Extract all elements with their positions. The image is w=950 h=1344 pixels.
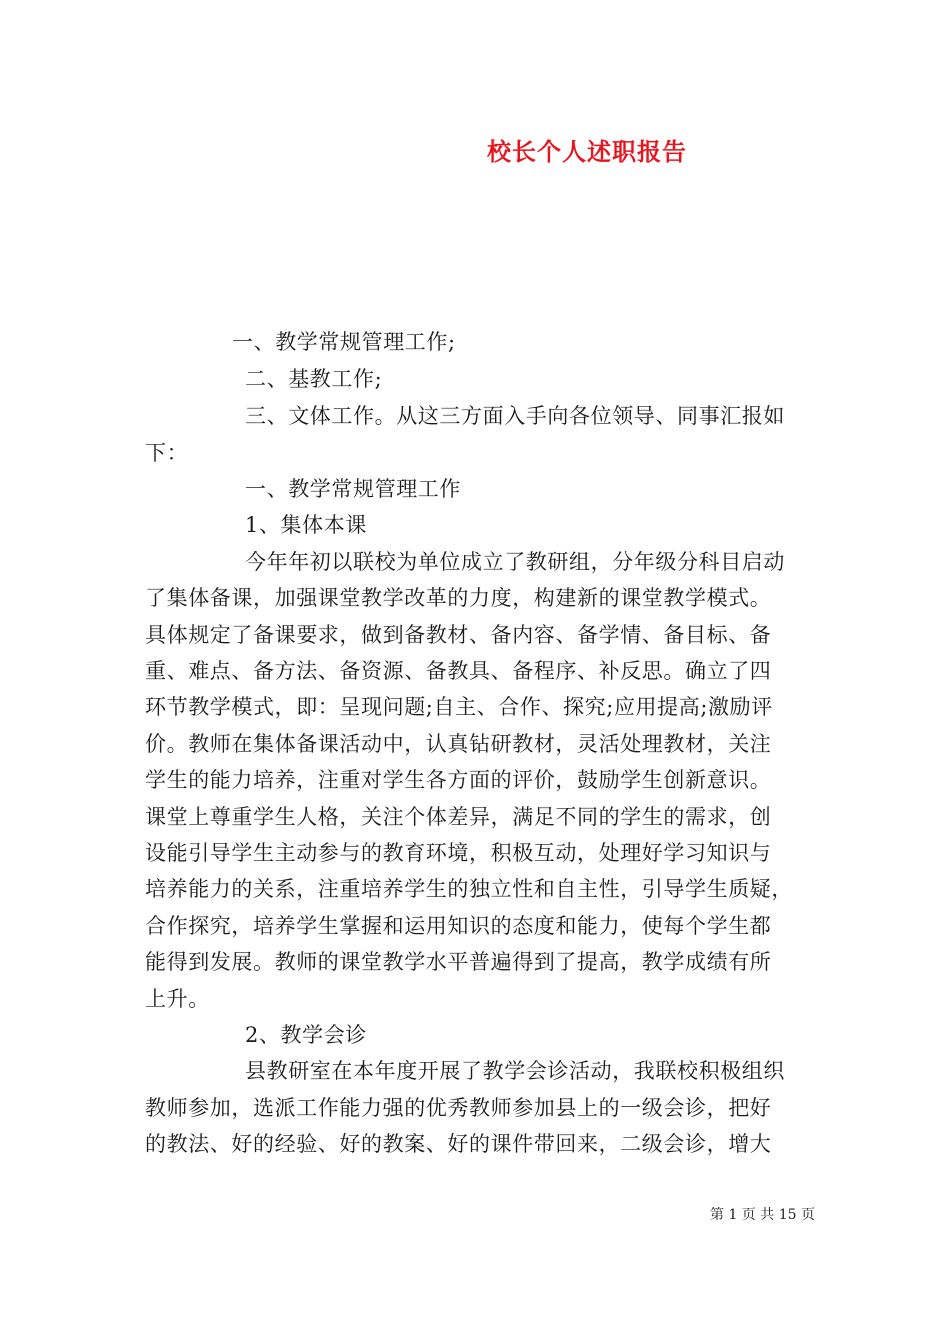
- document-title: 校长个人述职报告: [487, 137, 687, 166]
- text-line: 县教研室在本年度开展了教学会诊活动，我联校积极组织: [245, 1059, 785, 1083]
- text-line: 上升。: [145, 987, 210, 1011]
- text-line: 学生的能力培养，注重对学生各方面的评价，鼓励学生创新意识。: [145, 768, 772, 792]
- text-line: 具体规定了备课要求，做到备教材、备内容、备学情、备目标、备: [145, 623, 772, 647]
- text-line: 今年年初以联校为单位成立了教研组，分年级分科目启动: [245, 550, 785, 574]
- section-heading: 一、教学常规管理工作: [245, 477, 461, 501]
- text-line: 合作探究，培养学生掌握和运用知识的态度和能力，使每个学生都: [145, 914, 772, 938]
- text-line: 课堂上尊重学生人格，关注个体差异，满足不同的学生的需求，创: [145, 805, 772, 829]
- text-line: 价。教师在集体备课活动中，认真钻研教材，灵活处理教材，关注: [145, 732, 772, 756]
- text-line: 三、文体工作。从这三方面入手向各位领导、同事汇报如: [245, 404, 785, 428]
- text-line: 设能引导学生主动参与的教育环境，积极互动，处理好学习知识与: [145, 841, 772, 865]
- text-line: 能得到发展。教师的课堂教学水平普遍得到了提高，教学成绩有所: [145, 950, 772, 974]
- text-line: 一、教学常规管理工作;: [232, 330, 456, 354]
- subsection-heading: 1、集体本课: [245, 513, 367, 537]
- text-line: 重、难点、备方法、备资源、备教具、备程序、补反思。确立了四: [145, 659, 772, 683]
- text-line: 下：: [145, 441, 189, 465]
- text-line: 环节教学模式，即：呈现问题;自主、合作、探究;应用提高;激励评: [145, 695, 773, 719]
- text-line: 的教法、好的经验、好的教案、好的课件带回来，二级会诊，增大: [145, 1132, 772, 1156]
- page-number: 第 1 页 共 15 页: [710, 1207, 815, 1223]
- text-line: 培养能力的关系，注重培养学生的独立性和自主性，引导学生质疑，: [145, 877, 793, 901]
- subsection-heading: 2、教学会诊: [245, 1023, 367, 1047]
- text-line: 教师参加，选派工作能力强的优秀教师参加县上的一级会诊，把好: [145, 1096, 772, 1120]
- text-line: 二、基教工作;: [245, 367, 383, 391]
- text-line: 了集体备课，加强课堂教学改革的力度，构建新的课堂教学模式。: [145, 586, 772, 610]
